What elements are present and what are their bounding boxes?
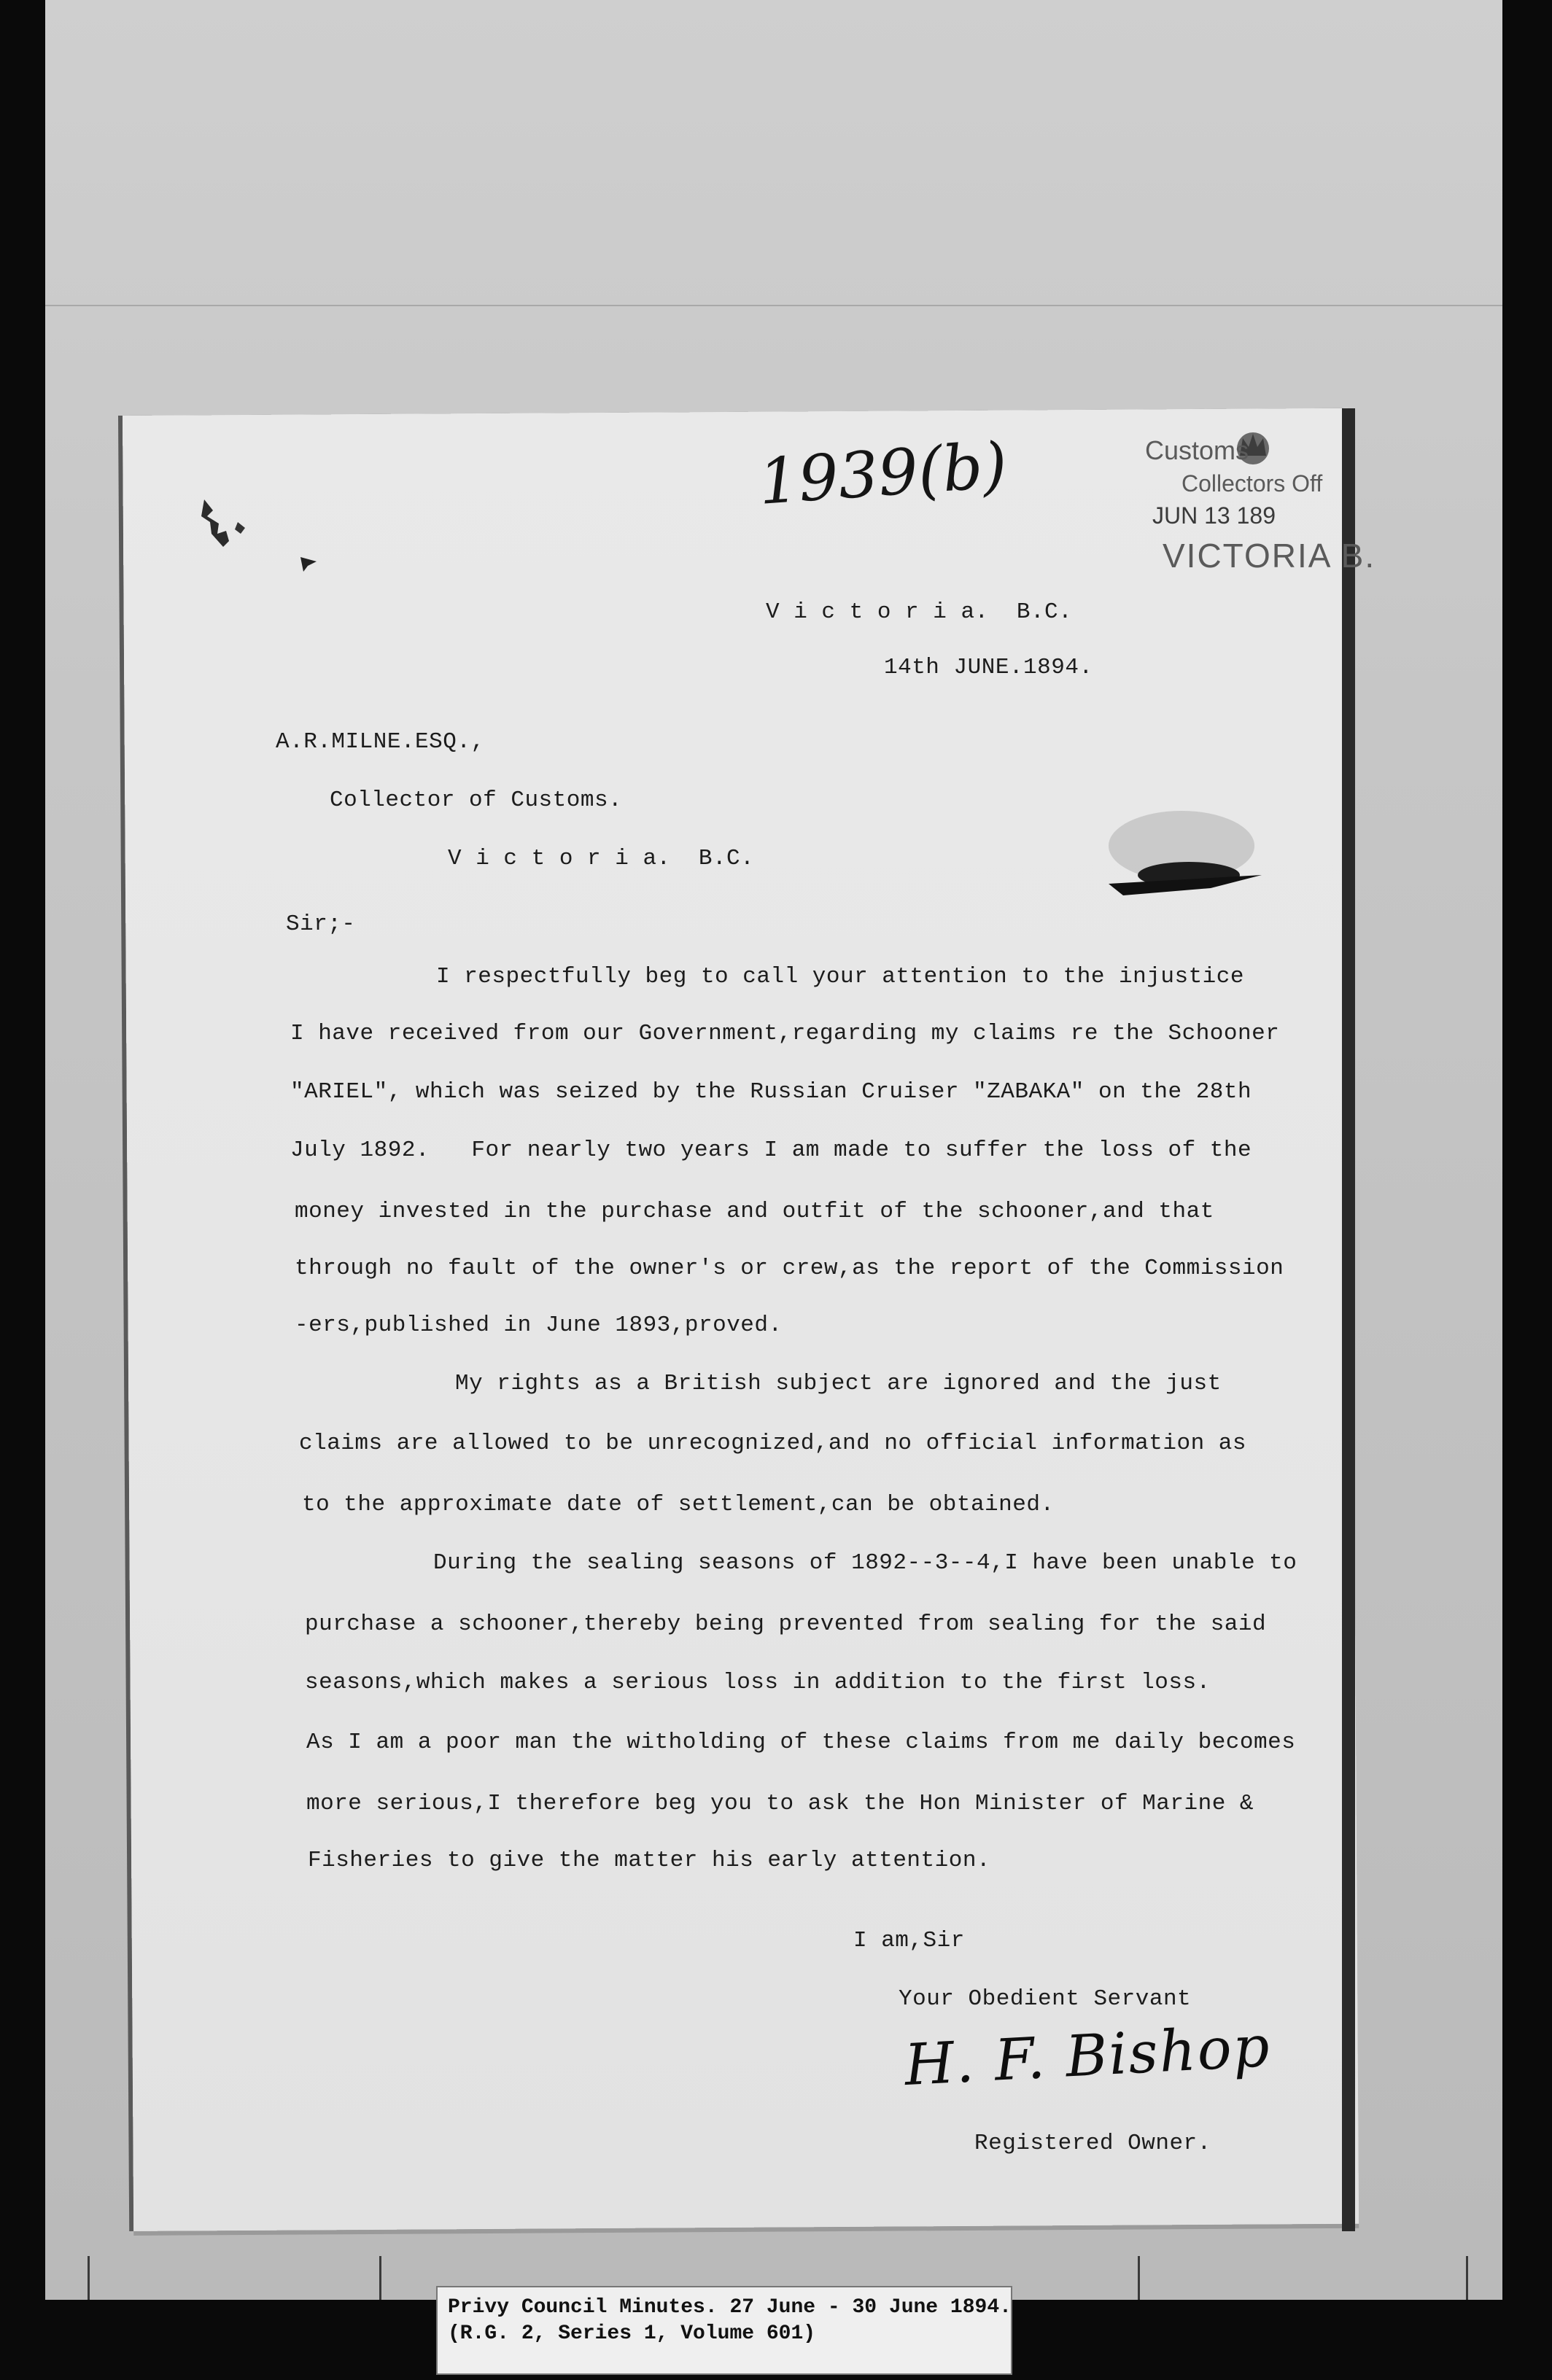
- letter-date: 14th JUNE.1894.: [884, 655, 1093, 680]
- film-edge-mark: [379, 2256, 381, 2300]
- body-line: As I am a poor man the witholding of these claims from me daily becomes: [306, 1730, 1296, 1755]
- body-line: Fisheries to give the matter his early attention.: [308, 1848, 991, 1873]
- stamp-text-customs: Customs: [1145, 435, 1249, 465]
- body-line: purchase a schooner,thereby being prevented from sealing for the said: [305, 1611, 1267, 1637]
- body-line: money invested in the purchase and outfit of the schooner,and that: [295, 1199, 1214, 1224]
- body-line: July 1892. For nearly two years I am made to suffer the loss of the: [290, 1138, 1252, 1163]
- signature: H. F. Bishop: [902, 2013, 1273, 2099]
- body-line: seasons,which makes a serious loss in addition to the first loss.: [305, 1670, 1211, 1695]
- backing-fold-line: [45, 305, 1502, 306]
- punch-hole-marks: [197, 496, 284, 576]
- closing-line-2: Your Obedient Servant: [899, 1986, 1192, 2012]
- sheet-shadow-edge: [1342, 408, 1355, 2231]
- archive-reference-label: [436, 2286, 1012, 2375]
- body-line: more serious,I therefore beg you to ask the Hon Minister of Marine &: [306, 1791, 1254, 1816]
- body-line: through no fault of the owner's or crew,as the report of the Commission: [295, 1256, 1284, 1281]
- film-edge-mark: [88, 2256, 90, 2300]
- body-line: -ers,published in June 1893,proved.: [295, 1312, 783, 1338]
- film-border-left: [0, 0, 45, 2380]
- closing-line-1: I am,Sir: [853, 1928, 965, 1953]
- signer-role: Registered Owner.: [974, 2131, 1211, 2156]
- archive-label-line-1: Privy Council Minutes. 27 June - 30 June 1894.: [448, 2296, 1012, 2319]
- letter-place: V i c t o r i a. B.C.: [766, 599, 1073, 625]
- body-line: My rights as a British subject are ignored and the just: [455, 1371, 1222, 1396]
- body-line: to the approximate date of settlement,can be obtained.: [302, 1492, 1055, 1517]
- stamp-date: JUN 13 189: [1152, 502, 1276, 529]
- archive-label-line-2: (R.G. 2, Series 1, Volume 601): [448, 2322, 816, 2345]
- ink-smudge: [1101, 802, 1269, 911]
- file-number-handwritten: 1939(b): [756, 429, 1010, 519]
- body-line: claims are allowed to be unrecognized,and no official information as: [299, 1431, 1247, 1456]
- punch-mark-small: [299, 556, 318, 573]
- stamp-text-office: Collectors Off: [1182, 470, 1323, 497]
- body-line: I have received from our Government,regarding my claims re the Schooner: [290, 1021, 1280, 1046]
- film-edge-mark: [1466, 2256, 1468, 2300]
- film-edge-mark: [1138, 2256, 1140, 2300]
- addressee-place: V i c t o r i a. B.C.: [448, 846, 755, 871]
- body-line: During the sealing seasons of 1892--3--4,I have been unable to: [433, 1550, 1297, 1576]
- film-border-right: [1502, 0, 1552, 2380]
- salutation: Sir;-: [286, 911, 356, 937]
- body-line: "ARIEL", which was seized by the Russian Cruiser "ZABAKA" on the 28th: [290, 1079, 1252, 1105]
- stamp-text-victoria: VICTORIA B.: [1163, 537, 1376, 575]
- body-line: I respectfully beg to call your attention to the injustice: [436, 964, 1244, 989]
- addressee-title: Collector of Customs.: [330, 788, 623, 813]
- addressee-name: A.R.MILNE.ESQ.,: [276, 729, 485, 755]
- customs-received-stamp: [1138, 427, 1376, 594]
